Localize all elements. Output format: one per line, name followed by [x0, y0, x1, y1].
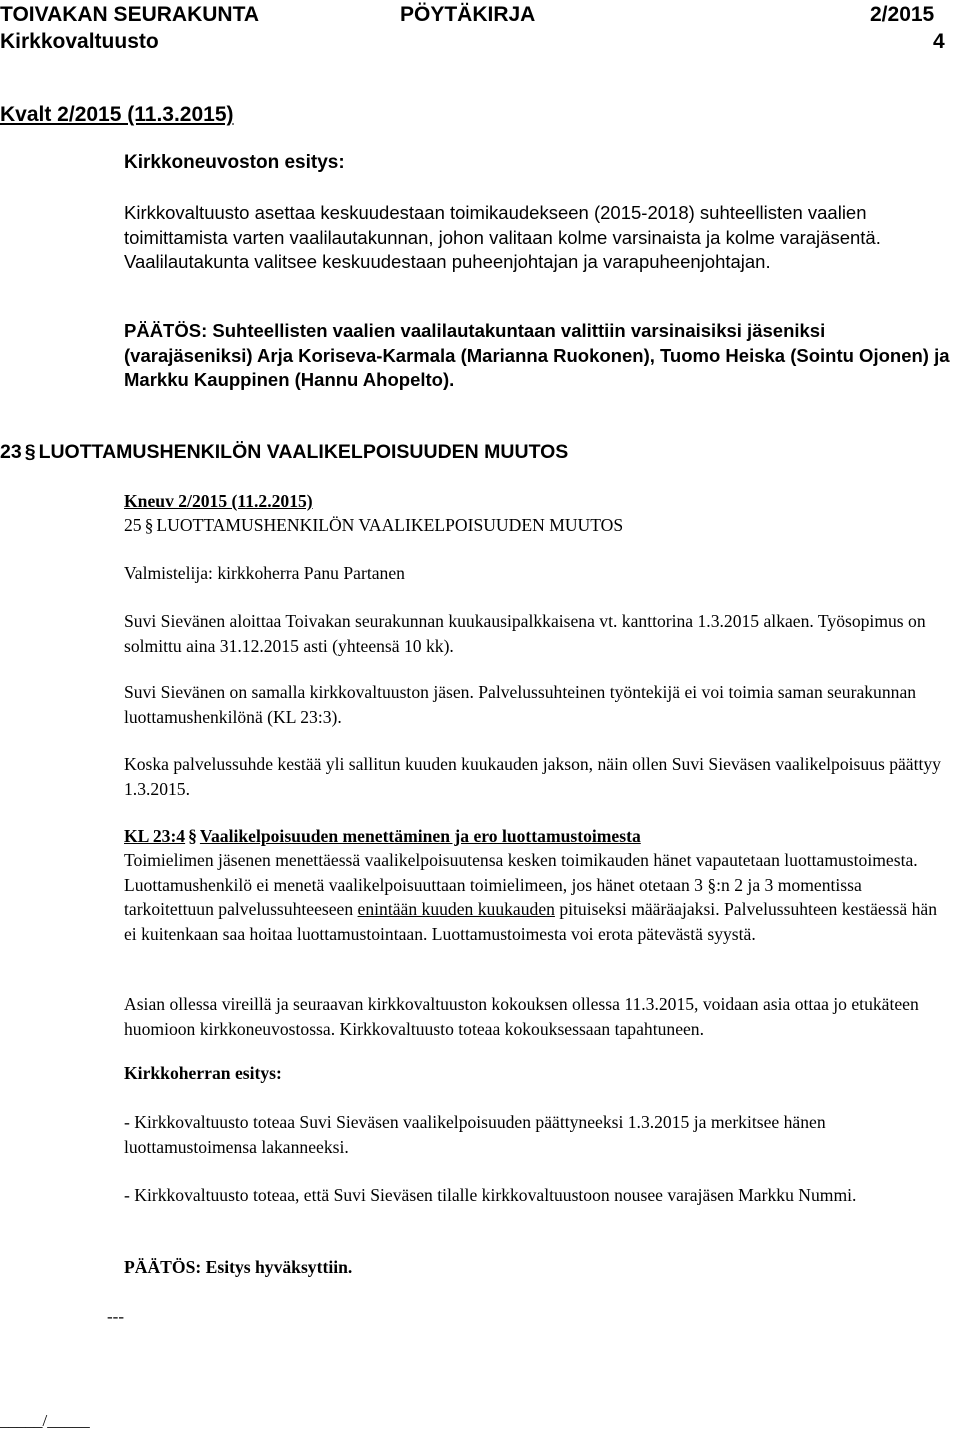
section-title: LUOTTAMUSHENKILÖN VAALIKELPOISUUDEN MUUTOS [38, 441, 569, 463]
section-23-heading [0, 440, 568, 464]
law-text [124, 848, 954, 946]
section-sign: § [188, 826, 197, 846]
law-heading [124, 825, 641, 847]
preparer: Valmistelija: kirkkoherra Panu Partanen [124, 563, 405, 583]
decision-23: PÄÄTÖS: Esitys hyväksyttiin. [124, 1257, 353, 1277]
paragraph-4: Asian ollessa vireillä ja seuraavan kirkkovaltuuston kokouksen ollessa 11.3.2015, voidaan asia ottaa jo etukäteen huomioon kirkkoneuvostossa. Kirkkovaltuusto toteaa kokouksessaan tapahtuneen. [124, 994, 919, 1039]
section-sign: § [144, 515, 154, 535]
kneuv-item-number: 25 [124, 515, 142, 535]
law-text-part-1: Toimielimen jäsenen menettäessä vaalikelpoisuutensa kesken toimikauden hänet vapautetaan luottamustoimesta. Luottamushenkilö ei menetä vaalikelpoisuuttaan toimielimeen, jos hänet otetaan 3 §:n 2 ja 3 momentissa tarkoitettuun palvelussuhteeseen [124, 850, 918, 919]
kneuv-item-heading [124, 514, 623, 536]
law-text-underlined: enintään kuuden kuukauden [357, 899, 555, 919]
law-heading-title: Vaalikelpoisuuden menettäminen ja ero luottamustoimesta [199, 826, 641, 846]
org-name: TOIVAKAN SEURAKUNTA [0, 3, 260, 26]
decision-22: PÄÄTÖS: Suhteellisten vaalien vaalilautakuntaan valittiin varsinaisiksi jäseniksi (varajäseniksi) Arja Koriseva-Karmala (Marianna Ruokonen), Tuomo Heiska (Sointu Ojonen) ja Markku Kauppinen (Hannu Ahopelto). [124, 320, 950, 391]
paragraph-2: Suvi Sievänen on samalla kirkkovaltuuston jäsen. Palvelussuhteinen työntekijä ei voi toimia saman seurakunnan luottamushenkilönä (KL 23:3). [124, 682, 917, 727]
footer-separator: --- [107, 1307, 124, 1326]
kneuv-item-title: LUOTTAMUSHENKILÖN VAALIKELPOISUUDEN MUUTOS [156, 515, 624, 535]
section-sign: § [24, 441, 36, 463]
law-heading-ref: KL 23:4 [124, 826, 186, 846]
kneuv-reference: Kneuv 2/2015 (11.2.2015) [124, 491, 313, 511]
proposal-item-1: - Kirkkovaltuusto toteaa Suvi Sieväsen vaalikelpoisuuden päättyneeksi 1.3.2015 ja merkitsee hänen luottamustoimensa lakanneeksi. [124, 1112, 826, 1157]
law-text-part-2: pituiseksi määräajaksi. Palvelussuhteen kestäessä hän ei kuitenkaan saa hoitaa luottamustointaan. Luottamustoimesta voi erota pätevästä syystä. [124, 899, 938, 944]
proposal-item-2: - Kirkkovaltuusto toteaa, että Suvi Sieväsen tilalle kirkkovaltuustoon nousee varajäsen Markku Nummi. [124, 1185, 857, 1205]
section-number: 23 [0, 441, 22, 463]
body-name: Kirkkovaltuusto [0, 30, 159, 53]
doc-number: 2/2015 [870, 3, 935, 26]
vicar-proposal-heading: Kirkkoherran esitys: [124, 1063, 282, 1083]
proposal-text: Kirkkovaltuusto asettaa keskuudestaan toimikaudekseen (2015-2018) suhteellisten vaalien toimittamista varten vaalilautakunnan, johon valitaan kolme varsinaista ja kolme varajäsentä. Vaalilautakunta valitsee keskuudestaan puheenjohtajan ja varapuheenjohtajan. [124, 202, 881, 273]
paragraph-1: Suvi Sievänen aloittaa Toivakan seurakunnan kuukausipalkkaisena vt. kanttorina 1.3.2015 alkaen. Työsopimus on solmittu aina 31.12.2015 asti (yhteensä 10 kk). [124, 611, 926, 656]
doc-type: PÖYTÄKIRJA [400, 3, 536, 26]
initials-line: _____/_____ [0, 1411, 90, 1430]
kvalt-reference: Kvalt 2/2015 (11.3.2015) [0, 103, 234, 126]
paragraph-3: Koska palvelussuhde kestää yli sallitun kuuden kuukauden jakson, näin ollen Suvi Sieväsen vaalikelpoisuus päättyy 1.3.2015. [124, 754, 941, 799]
page-number: 4 [933, 30, 945, 53]
proposal-heading: Kirkkoneuvoston esitys: [124, 152, 345, 173]
